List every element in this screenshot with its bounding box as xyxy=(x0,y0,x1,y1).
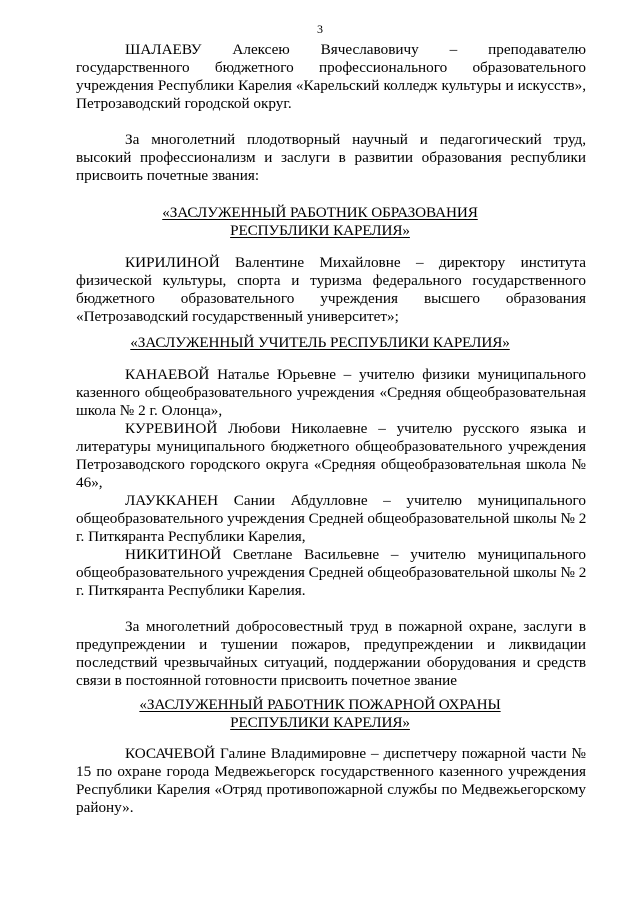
line: Петрозаводского городского округа «Средняя общеобразовательная школа № xyxy=(76,456,586,473)
line: «Петрозаводский государственный университет»; xyxy=(76,308,399,325)
title-line: «ЗАСЛУЖЕННЫЙ УЧИТЕЛЬ РЕСПУБЛИКИ КАРЕЛИЯ» xyxy=(130,334,510,351)
line: казенного общеобразовательного учреждения «Средняя общеобразовательная xyxy=(76,384,586,401)
title-line: «ЗАСЛУЖЕННЫЙ РАБОТНИК ОБРАЗОВАНИЯ xyxy=(162,204,478,221)
title-line: РЕСПУБЛИКИ КАРЕЛИЯ» xyxy=(230,222,410,239)
line: За многолетний добросовестный труд в пожарной охране, заслуги в xyxy=(125,618,586,635)
line: г. Питкяранта Республики Карелия, xyxy=(76,528,306,545)
line: общеобразовательного учреждения Средней общеобразовательной школы № 2 xyxy=(76,510,586,527)
line: КИРИЛИНОЙ Валентине Михайловне – директору института xyxy=(125,254,586,271)
line: КОСАЧЕВОЙ Галине Владимировне – диспетчеру пожарной части № xyxy=(125,745,586,762)
line: Республики Карелия «Отряд противопожарной службы по Медвежьегорскому xyxy=(76,781,586,798)
line: литературы муниципального бюджетного общеобразовательного учреждения xyxy=(76,438,586,455)
line: бюджетного образовательного учреждения высшего образования xyxy=(76,290,586,307)
line: ШАЛАЕВУ Алексею Вячеславовичу – преподавателю xyxy=(125,41,586,58)
line: высокий профессионализм и заслуги в развитии образования республики xyxy=(76,149,586,166)
line: физической культуры, спорта и туризма федерального государственного xyxy=(76,272,586,289)
line: КУРЕВИНОЙ Любови Николаевне – учителю русского языка и xyxy=(125,420,586,437)
line: ЛАУККАНЕН Сании Абдулловне – учителю муниципального xyxy=(125,492,586,509)
line: предупреждении и тушении пожаров, предупреждении и ликвидации xyxy=(76,636,586,653)
line: Петрозаводский городской округ. xyxy=(76,95,292,112)
line: г. Питкяранта Республики Карелия. xyxy=(76,582,306,599)
line: району». xyxy=(76,799,134,816)
line: присвоить почетные звания: xyxy=(76,167,260,184)
line: связи в постоянной готовности присвоить почетное звание xyxy=(76,672,458,689)
line: учреждения Республики Карелия «Карельский колледж культуры и искусств», xyxy=(76,77,586,94)
line: государственного бюджетного профессионального образовательного xyxy=(76,59,586,76)
line: 46», xyxy=(76,474,103,491)
line: последствий чрезвычайных ситуаций, поддержании оборудования и средств xyxy=(76,654,586,671)
line: общеобразовательного учреждения Средней общеобразовательной школы № 2 xyxy=(76,564,586,581)
line: КАНАЕВОЙ Наталье Юрьевне – учителю физики муниципального xyxy=(125,366,586,383)
line: школа № 2 г. Олонца», xyxy=(76,402,223,419)
line: 15 по охране города Медвежьегорск государственного казенного учреждения xyxy=(76,763,586,780)
page-number: 3 xyxy=(317,22,323,36)
title-line: РЕСПУБЛИКИ КАРЕЛИЯ» xyxy=(230,714,410,731)
title-line: «ЗАСЛУЖЕННЫЙ РАБОТНИК ПОЖАРНОЙ ОХРАНЫ xyxy=(139,696,501,713)
line: За многолетний плодотворный научный и педагогический труд, xyxy=(125,131,586,148)
line: НИКИТИНОЙ Светлане Васильевне – учителю муниципального xyxy=(125,546,586,563)
